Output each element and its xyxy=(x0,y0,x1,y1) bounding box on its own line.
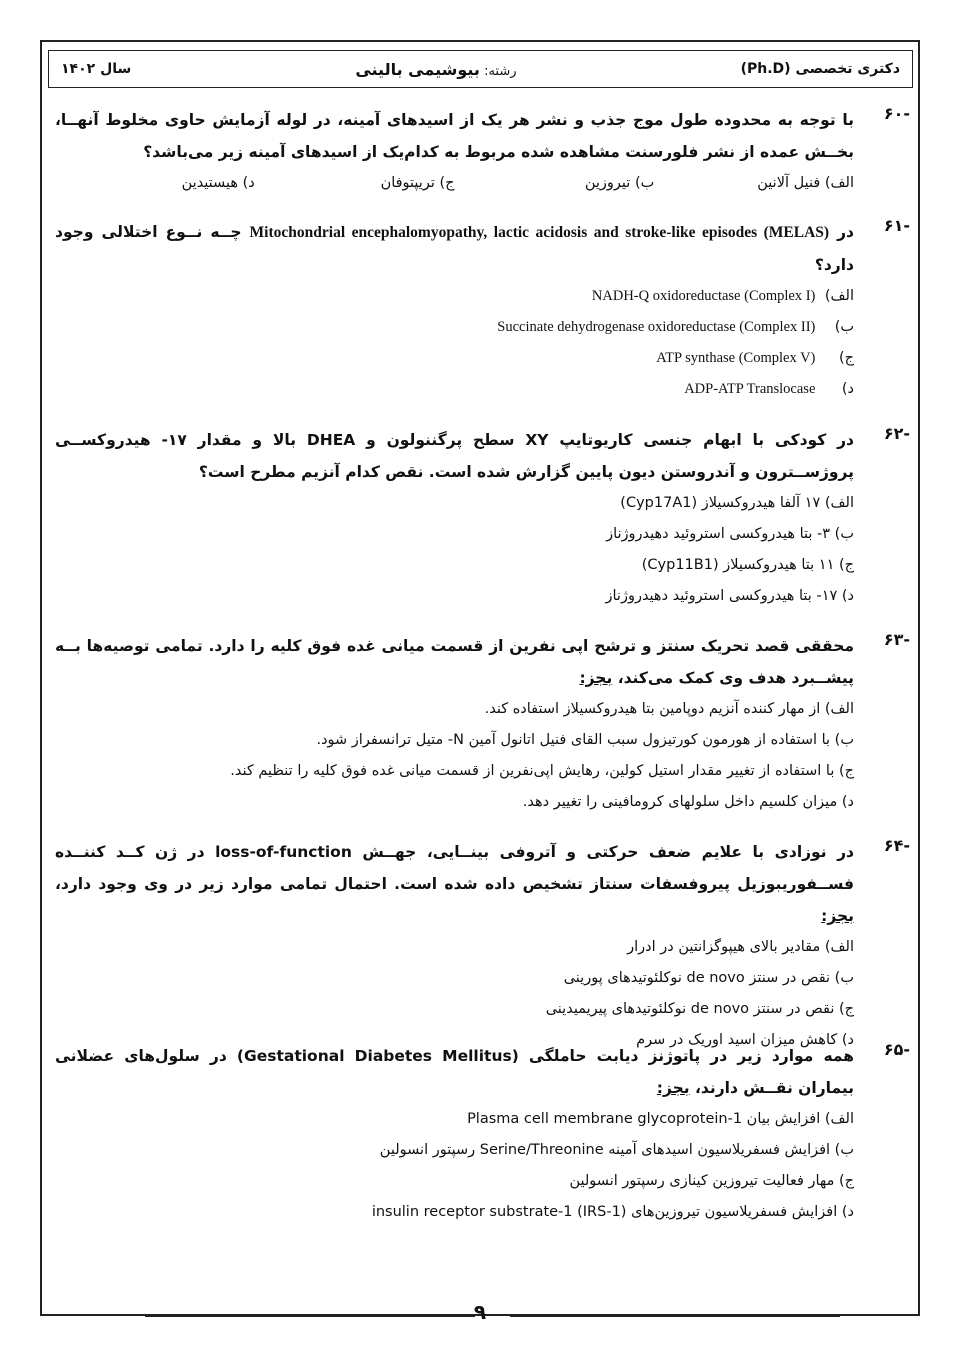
option-c[interactable]: ج) تریپتوفان xyxy=(380,175,455,191)
option-text: NADH-Q oxidoreductase (Complex I) xyxy=(591,288,816,304)
question-65 xyxy=(55,1040,910,1228)
option-c[interactable]: ج) نقص در سنتز de novo نوکلئوتیدهای پیریمیدینی xyxy=(545,1001,854,1017)
option-b[interactable]: ب) ۳- بتا هیدروکسی استروئید دهیدروژناز xyxy=(606,526,854,542)
question-number: -۶۴ xyxy=(883,836,910,855)
except-label: بجز: xyxy=(579,669,613,687)
option-b[interactable] xyxy=(55,312,854,343)
option-d[interactable]: د) افزایش فسفریلاسیون تیروزین‌های insulin receptor substrate-1 (IRS-1) xyxy=(371,1204,854,1220)
question-text: با توجه به محدوده طول موج جذب و نشر هر یک از اسیدهای آمینه، در لوله آزمایش حاوی مخلوط آنهــا، بخــش عمده از نشر فلورسنت مشاهده شده مربوط به کدام‌یک از اسیدهای آمینه زیر می‌باشد؟ xyxy=(55,111,854,161)
option-c[interactable]: ج) با استفاده از تغییر مقدار استیل کولین، رهایش اپی‌نفرین از قسمت میانی غده فوق کلیه را تنظیم کند. xyxy=(230,763,854,779)
field-value: بیوشیمی بالینی xyxy=(355,59,480,79)
question-64 xyxy=(55,836,910,1056)
question-61 xyxy=(55,216,910,405)
option-d[interactable]: د) کاهش میزان اسید اوریک در سرم xyxy=(636,1032,854,1048)
exam-header xyxy=(48,50,913,88)
option-label: الف) xyxy=(824,288,854,304)
question-number: -۶۰ xyxy=(883,104,910,123)
option-a[interactable]: الف) ۱۷ آلفا هیدروکسیلاز (Cyp17A1) xyxy=(620,495,854,511)
question-text-body: همه موارد زیر در پاتوژنز دیابت حاملگی (Gestational Diabetes Mellitus) در سلول‌های عضلانی بیماران نقــش دارند، xyxy=(55,1047,855,1097)
question-number: -۶۱ xyxy=(883,216,910,235)
degree-label: دکتری تخصصی (Ph.D) xyxy=(740,61,900,77)
question-number: -۶۳ xyxy=(883,630,910,649)
option-c[interactable]: ج) ۱۱ بتا هیدروکسیلاز (Cyp11B1) xyxy=(641,557,854,573)
option-d[interactable]: د) ۱۷- بتا هیدروکسی استروئید دهیدروژناز xyxy=(605,588,854,604)
field-label-prefix: رشته: xyxy=(484,63,517,79)
question-62 xyxy=(55,424,910,612)
option-a[interactable] xyxy=(55,281,854,312)
option-a[interactable]: الف) افزایش بیان Plasma cell membrane glycoprotein-1 xyxy=(467,1111,854,1127)
option-b[interactable]: ب) تیروزین xyxy=(584,175,655,191)
option-d[interactable] xyxy=(55,374,854,405)
option-c[interactable] xyxy=(55,343,854,374)
question-text xyxy=(55,630,854,694)
option-a[interactable]: الف) فنیل آلانین xyxy=(757,175,854,191)
question-text xyxy=(55,216,854,281)
option-a[interactable]: الف) مقادیر بالای هیپوگزانتین در ادرار xyxy=(627,939,854,955)
except-label: بجز: xyxy=(656,1079,690,1097)
option-text: Succinate dehydrogenase oxidoreductase (Complex II) xyxy=(497,319,816,335)
option-d[interactable]: د) میزان کلسیم داخل سلولهای کرومافینی را تغییر دهد. xyxy=(522,794,854,810)
option-a[interactable]: الف) از مهار کننده آنزیم دوپامین بتا هیدروکسیلاز استفاده کند. xyxy=(484,701,854,717)
option-d[interactable]: د) هیستیدین xyxy=(181,175,255,191)
option-text: ADP-ATP Translocase xyxy=(684,381,816,397)
question-text-post: چــه نــوع اختلالی وجود دارد؟ xyxy=(55,223,854,274)
question-text xyxy=(55,836,854,932)
option-label: د) xyxy=(841,381,854,397)
option-b[interactable]: ب) نقص در سنتز de novo نوکلئوتیدهای پورینی xyxy=(563,970,854,986)
question-text xyxy=(55,1040,854,1104)
question-text: در کودکی با ابهام جنسی کاریوتایپ XY سطح پرگننولون و DHEA بالا و مقدار ۱۷- هیدروکســی پروژســترون و آندروستن دیون پایین گزارش شده است. نقص کدام آنزیم مطرح است؟ xyxy=(55,431,854,481)
question-text-body: در نوزادی با علایم ضعف حرکتی و آتروفی بینــایی، جهــش loss-of-function در ژن کــد کننــده فســفوریبوزیل پیروفسفات سنتاز تشخیص داده شده است. احتمال تمامی موارد زیر در وی وجود دارد، xyxy=(55,843,854,893)
question-number: -۶۵ xyxy=(883,1040,910,1059)
option-b[interactable]: ب) با استفاده از هورمون کورتیزول سبب القای فنیل اتانول آمین N- متیل ترانسفراز شود. xyxy=(316,732,854,748)
page-number: ۹ xyxy=(473,1300,487,1324)
question-number: -۶۲ xyxy=(883,424,910,443)
option-c[interactable]: ج) مهار فعالیت تیروزین کینازی رسپتور انسولین xyxy=(569,1173,854,1189)
page-footer xyxy=(40,1300,920,1330)
field-label xyxy=(355,60,516,79)
question-text-pre: در xyxy=(837,223,855,241)
option-label: ب) xyxy=(834,319,854,335)
year-label: سال ۱۴۰۲ xyxy=(61,61,132,77)
question-60 xyxy=(55,104,910,198)
question-text-body: محققی قصد تحریک سنتز و ترشح اپی نفرین از قسمت میانی غده فوق کلیه را دارد. تمامی توصیه‌ها بــه پیشــبرد هدف وی کمک می‌کند، xyxy=(55,637,854,687)
question-63 xyxy=(55,630,910,818)
except-label: بجز: xyxy=(821,907,854,925)
question-text-en: Mitochondrial encephalomyopathy, lactic acidosis and stroke-like episodes (MELAS) xyxy=(249,224,830,241)
option-label: ج) xyxy=(838,350,854,366)
option-b[interactable]: ب) افزایش فسفریلاسیون اسیدهای آمینه Serine/Threonine رسپتور انسولین xyxy=(379,1142,854,1158)
option-text: ATP synthase (Complex V) xyxy=(656,350,816,366)
options-row xyxy=(55,168,854,198)
